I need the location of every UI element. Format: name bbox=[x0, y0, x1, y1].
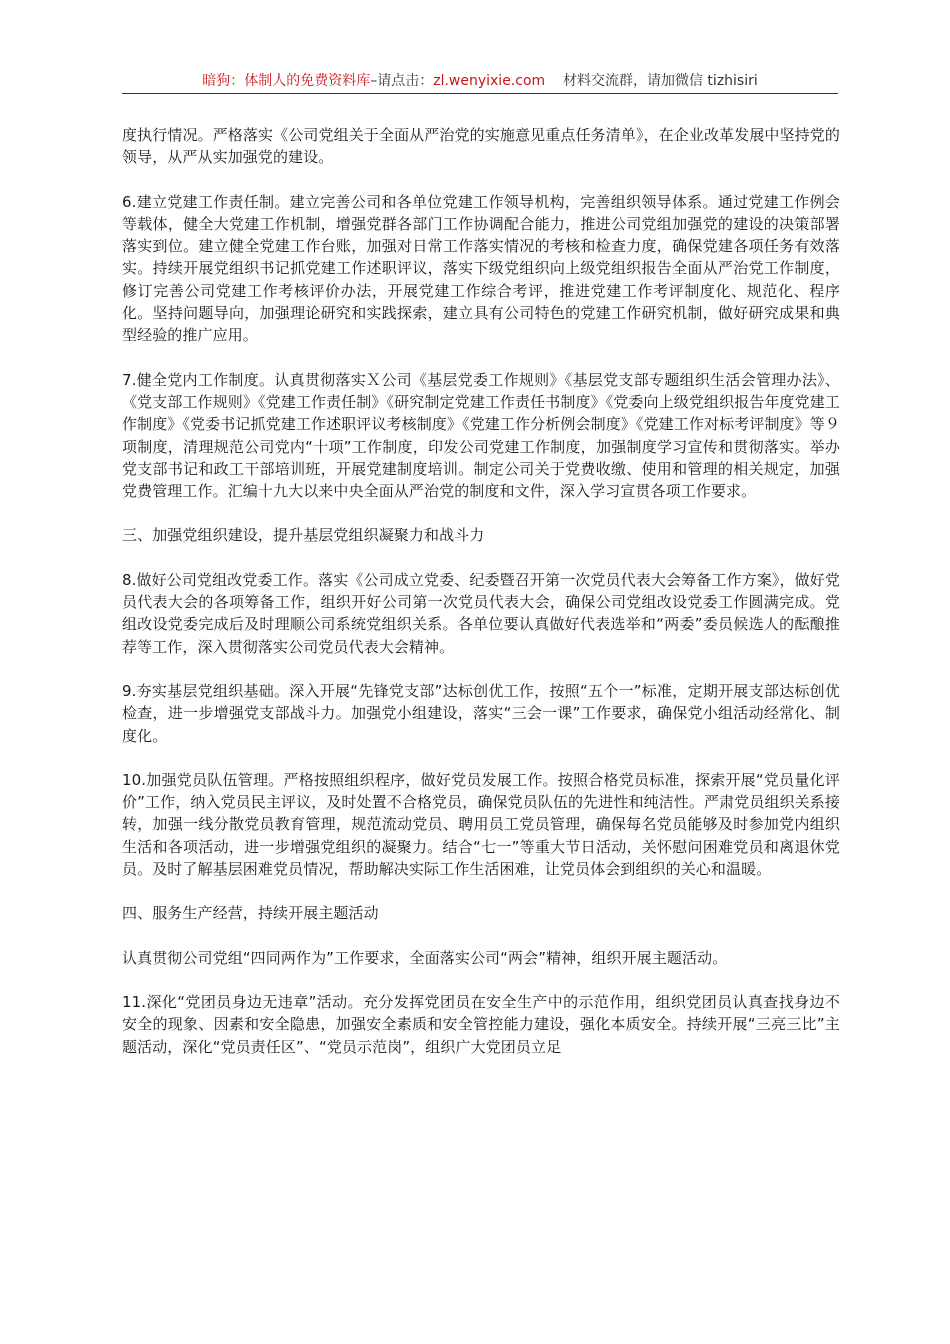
header-site-name: 暗狗：体制人的免费资料库 bbox=[202, 73, 371, 89]
header-divider bbox=[122, 93, 838, 94]
paragraph-continuation: 度执行情况。严格落实《公司党组关于全面从严治党的实施意见重点任务清单》，在企业改革发展中坚持党的领导，从严从实加强党的建设。 bbox=[122, 126, 840, 167]
header-url-link[interactable]: zl.wenyixie.com bbox=[433, 73, 546, 89]
header-contact: 材料交流群，请加微信 tizhisiri bbox=[562, 73, 758, 89]
paragraph-item-8: 8.做好公司党组改党委工作。落实《公司成立党委、纪委暨召开第一次党员代表大会筹备工作方案》，做好党员代表大会的各项筹备工作，组织开好公司第一次党员代表大会，确保公司党组改设党委工作圆满完成。党组改设党委完成后及时理顺公司系统党组织关系。各单位要认真做好代表选举和“两委”委员候选人的酝酿推荐等工作，深入贯彻落实公司党员代表大会精神。 bbox=[122, 570, 840, 656]
paragraph-item-7: 7.健全党内工作制度。认真贯彻落实Ｘ公司《基层党委工作规则》《基层党支部专题组织生活会管理办法》、《党支部工作规则》《党建工作责任制》《研究制定党建工作责任书制度》《党委向上级党组织报告年度党建工作制度》《党委书记抓党建工作述职评议考核制度》《党建工作分析例会制度》《党建工作对标考评制度》等９项制度，清理规范公司党内“十项”工作制度，印发公司党建工作制度，加强制度学习宣传和贯彻落实。举办党支部书记和政工干部培训班，开展党建制度培训。制定公司关于党费收缴、使用和管理的相关规定，加强党费管理工作。汇编十九大以来中央全面从严治党的制度和文件，深入学习宣贯各项工作要求。 bbox=[122, 370, 840, 501]
paragraph-item-9: 9.夯实基层党组织基础。深入开展“先锋党支部”达标创优工作，按照“五个一”标准，定期开展支部达标创优检查，进一步增强党支部战斗力。加强党小组建设，落实“三会一课”工作要求，确保党小组活动经常化、制度化。 bbox=[122, 681, 840, 745]
paragraph-item-11: 11.深化“党团员身边无违章”活动。充分发挥党团员在安全生产中的示范作用，组织党团员认真查找身边不安全的现象、因素和安全隐患，加强安全素质和安全管控能力建设，强化本质安全。持续开展“三亮三比”主题活动，深化“党员责任区”、“党员示范岗”，组织广大党团员立足 bbox=[122, 992, 840, 1056]
paragraph-intro: 认真贯彻公司党组“四同两作为”工作要求，全面落实公司“两会”精神，组织开展主题活动。 bbox=[122, 948, 728, 967]
paragraph-item-10: 10.加强党员队伍管理。严格按照组织程序，做好党员发展工作。按照合格党员标准，探索开展“党员量化评价”工作，纳入党员民主评议，及时处置不合格党员，确保党员队伍的先进性和纯洁性。严肃党员组织关系接转，加强一线分散党员教育管理，规范流动党员、聘用员工党员管理，确保每名党员能够及时参加党内组织生活和各项活动，进一步增强党组织的凝聚力。结合“七一”等重大节日活动，关怀慰问困难党员和离退休党员。及时了解基层困难党员情况，帮助解决实际工作生活困难，让党员体会到组织的关心和温暖。 bbox=[122, 770, 840, 879]
section-heading-4: 四、服务生产经营，持续开展主题活动 bbox=[122, 904, 379, 923]
page-header bbox=[122, 70, 838, 92]
document-body bbox=[122, 124, 840, 1080]
paragraph-item-6: 6.建立党建工作责任制。建立完善公司和各单位党建工作领导机构，完善组织领导体系。通过党建工作例会等载体，健全大党建工作机制，增强党群各部门工作协调配合能力，推进公司党组加强党的建设的决策部署落实到位。建立健全党建工作台账，加强对日常工作落实情况的考核和检查力度，确保党建各项任务有效落实。持续开展党组织书记抓党建工作述职评议，落实下级党组织向上级党组织报告全面从严治党工作制度，修订完善公司党建工作考核评价办法，开展党建工作综合考评，推进党建工作考评制度化、规范化、程序化。坚持问题导向，加强理论研究和实践探索，建立具有公司特色的党建工作研究机制，做好研究成果和典型经验的推广应用。 bbox=[122, 192, 840, 345]
header-prompt: –请点击： bbox=[370, 73, 434, 89]
section-heading-3: 三、加强党组织建设，提升基层党组织凝聚力和战斗力 bbox=[122, 526, 485, 545]
